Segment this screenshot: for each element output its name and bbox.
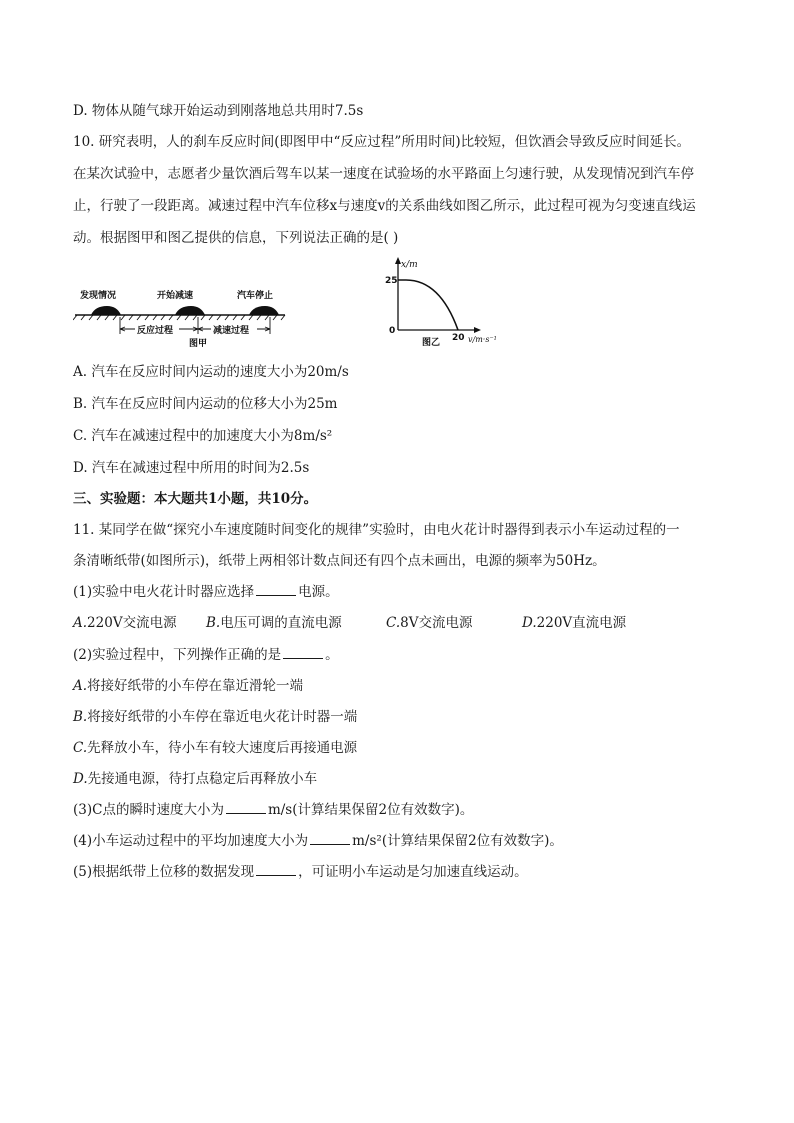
q11-part-3-suffix: m/s(计算结果保留2位有效数字)。 (267, 802, 474, 818)
q11-part-2 (73, 646, 339, 664)
fig-yi-y-tick: 25 (385, 276, 398, 286)
option-text: 220V直流电源 (536, 615, 627, 631)
option-text: 电压可调的直流电源 (220, 615, 342, 631)
fig-jia-label-found: 发现情况 (80, 291, 117, 301)
q11-part-5-prefix: (5)根据纸带上位移的数据发现 (73, 864, 255, 880)
option-text: 先释放小车，待小车有较大速度后再接通电源 (87, 740, 358, 756)
q10-stem-line-2: 在某次试验中，志愿者少量饮酒后驾车以某一速度在试验场的水平路面上匀速行驶，从发现情况到汽车停 (73, 166, 694, 182)
fig-yi-caption: 图乙 (422, 338, 441, 348)
q11-part-5 (73, 863, 528, 881)
option-letter: D. (522, 615, 537, 631)
answer-blank[interactable] (310, 832, 350, 845)
answer-blank[interactable] (226, 801, 266, 814)
section-heading-experiment (73, 490, 317, 508)
q10-stem-line-4: 动。根据图甲和图乙提供的信息，下列说法正确的是( ) (73, 230, 399, 246)
option-text: 220V交流电源 (87, 615, 177, 631)
q11-part-1 (73, 583, 339, 601)
fig-yi-y-axis-label: x/m (401, 260, 418, 270)
fig-yi-x-tick: 20 (452, 333, 465, 343)
fig-yi-origin: 0 (389, 326, 396, 336)
option-text: 将接好纸带的小车停在靠近滑轮一端 (87, 678, 304, 694)
option-letter: B. (73, 709, 88, 725)
q11-part-3-prefix: (3)C点的瞬时速度大小为 (73, 802, 224, 818)
q10-option-c: C. 汽车在减速过程中的加速度大小为8m/s² (73, 428, 333, 444)
answer-blank[interactable] (256, 583, 296, 596)
car-icon (175, 306, 205, 315)
car-icon (91, 306, 121, 315)
car-icon (249, 306, 279, 315)
x-v-curve (398, 280, 458, 330)
fig-jia-label-decel: 减速过程 (213, 326, 250, 336)
q11-stem-line-1: 11. 某同学在做“探究小车速度随时间变化的规律”实验时，由电火花计时器得到表示小车运动过程的一 (73, 522, 680, 538)
option-letter: A. (73, 615, 88, 631)
answer-blank[interactable] (283, 646, 323, 659)
q9-option-d: D. 物体从随气球开始运动到刚落地总共用时7.5s (73, 103, 364, 119)
answer-blank[interactable] (256, 863, 296, 876)
q11-part-1-suffix: 电源。 (298, 584, 339, 600)
q10-stem-line-3: 止，行驶了一段距离。减速过程中汽车位移x与速度v的关系曲线如图乙所示，此过程可视为匀变速直线运 (73, 198, 696, 214)
option-letter: B. (206, 615, 221, 631)
q11-p1-option-c (386, 614, 472, 632)
q11-part-4 (73, 832, 563, 850)
fig-yi-x-axis-label: v/m·s⁻¹ (468, 335, 497, 344)
option-letter: D. (73, 771, 88, 787)
fig-jia-label-reaction: 反应过程 (137, 326, 174, 336)
option-letter: A. (73, 678, 88, 694)
q11-part-4-suffix: m/s²(计算结果保留2位有效数字)。 (352, 833, 563, 849)
q11-p1-option-d (522, 614, 626, 632)
q11-part-2-prefix: (2)实验过程中，下列操作正确的是 (73, 647, 282, 663)
q10-option-b: B. 汽车在反应时间内运动的位移大小为25m (73, 396, 338, 412)
q11-p1-option-a (73, 614, 177, 632)
option-letter: C. (386, 615, 401, 631)
section-heading-text: 三、实验题：本大题共1小题，共10分。 (73, 491, 318, 507)
q11-part-1-prefix: (1)实验中电火花计时器应选择 (73, 584, 255, 600)
fig-jia-label-brake: 开始减速 (157, 291, 194, 301)
q10-option-d: D. 汽车在减速过程中所用的时间为2.5s (73, 460, 310, 476)
q10-option-a: A. 汽车在反应时间内运动的速度大小为20m/s (73, 364, 349, 380)
figure-yi (380, 252, 515, 350)
q11-stem-line-2: 条清晰纸带(如图所示)，纸带上两相邻计数点间还有四个点未画出，电源的频率为50Hz。 (73, 553, 606, 569)
q11-p2-option-a (73, 677, 303, 695)
q11-p2-option-d (73, 770, 317, 788)
q11-part-5-suffix: ，可证明小车运动是匀加速直线运动。 (298, 864, 528, 880)
fig-jia-caption: 图甲 (189, 339, 208, 349)
q11-p2-option-c (73, 739, 357, 757)
q11-part-2-suffix: 。 (325, 647, 339, 663)
q11-part-4-prefix: (4)小车运动过程中的平均加速度大小为 (73, 833, 309, 849)
option-letter: C. (73, 740, 88, 756)
q11-p1-option-b (206, 614, 342, 632)
fig-jia-label-stop: 汽车停止 (237, 291, 274, 301)
q11-p2-option-b (73, 708, 357, 726)
option-text: 将接好纸带的小车停在靠近电火花计时器一端 (87, 709, 358, 725)
option-text: 8V交流电源 (400, 615, 473, 631)
option-text: 先接通电源，待打点稳定后再释放小车 (87, 771, 318, 787)
q11-part-3 (73, 801, 473, 819)
q10-stem-line-1: 10. 研究表明，人的刹车反应时间(即图甲中“反应过程”所用时间)比较短，但饮酒会导致反应时间延长。 (73, 134, 691, 150)
figure-jia (73, 282, 288, 352)
